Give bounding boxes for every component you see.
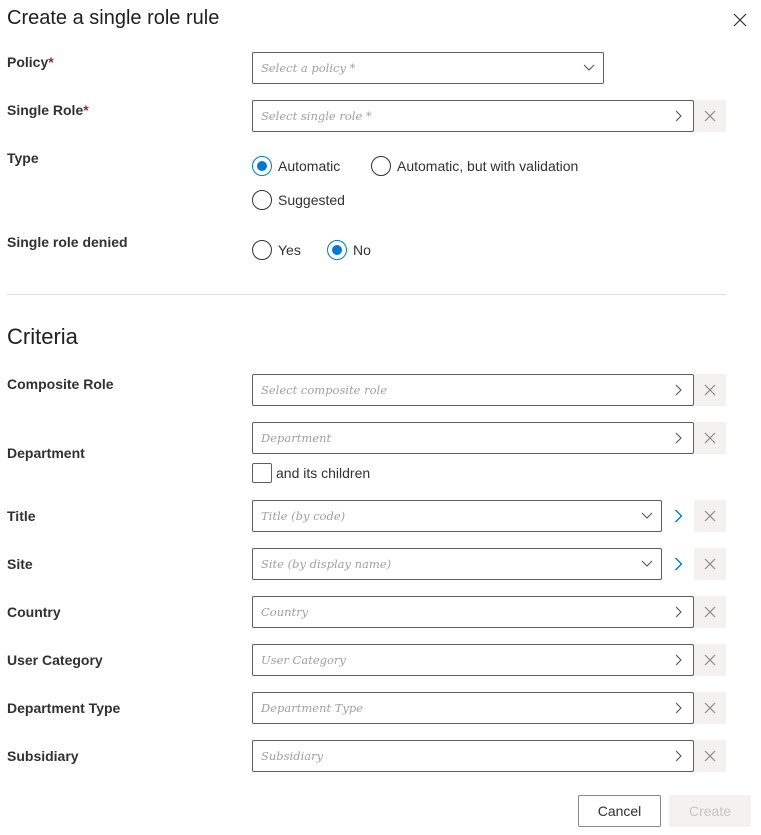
clear-composite-role-button[interactable]: [694, 374, 726, 406]
denied-radio-no[interactable]: [327, 240, 371, 260]
composite-role-placeholder: Select composite role: [261, 383, 388, 397]
site-dropdown[interactable]: [252, 548, 662, 580]
clear-subsidiary-button[interactable]: [694, 740, 726, 772]
radio-label: Yes: [278, 242, 301, 258]
department-placeholder: Department: [261, 431, 332, 445]
single-role-denied-label: Single role denied: [7, 234, 128, 250]
single-role-placeholder: Select single role *: [261, 109, 372, 123]
create-button[interactable]: Create: [669, 795, 751, 827]
user-category-picker[interactable]: [252, 644, 694, 676]
user-category-placeholder: User Category: [261, 653, 346, 667]
clear-department-button[interactable]: [694, 422, 726, 454]
site-browse-button[interactable]: [662, 548, 694, 580]
clear-site-button[interactable]: [694, 548, 726, 580]
checkbox-label: and its children: [276, 465, 371, 481]
close-icon: [704, 384, 716, 396]
title-dropdown[interactable]: [252, 500, 662, 532]
subsidiary-placeholder: Subsidiary: [261, 749, 324, 763]
clear-single-role-button[interactable]: [694, 100, 726, 132]
radio-indicator: [252, 190, 272, 210]
radio-label: Automatic, but with validation: [397, 158, 579, 174]
composite-role-label: Composite Role: [7, 376, 114, 392]
chevron-down-icon: [633, 549, 661, 579]
chevron-right-icon: [665, 101, 693, 131]
chevron-right-icon: [665, 693, 693, 723]
clear-country-button[interactable]: [694, 596, 726, 628]
chevron-right-icon: [674, 509, 683, 523]
section-divider: [7, 294, 726, 295]
close-icon: [704, 432, 716, 444]
user-category-label: User Category: [7, 652, 103, 668]
department-type-label: Department Type: [7, 700, 121, 716]
site-label: Site: [7, 556, 33, 572]
clear-user-category-button[interactable]: [694, 644, 726, 676]
close-icon: [704, 702, 716, 714]
type-label: Type: [7, 150, 39, 166]
composite-role-picker[interactable]: [252, 374, 694, 406]
chevron-down-icon: [633, 501, 661, 531]
chevron-right-icon: [674, 557, 683, 571]
subsidiary-picker[interactable]: [252, 740, 694, 772]
cancel-button[interactable]: Cancel: [578, 795, 661, 827]
single-role-picker[interactable]: [252, 100, 694, 132]
close-icon: [704, 110, 716, 122]
chevron-right-icon: [665, 645, 693, 675]
close-button[interactable]: [729, 9, 751, 31]
radio-indicator: [371, 156, 391, 176]
title-label: Title: [7, 508, 36, 524]
chevron-right-icon: [665, 423, 693, 453]
radio-indicator: [327, 240, 347, 260]
title-browse-button[interactable]: [662, 500, 694, 532]
type-radio-automatic-with-validation[interactable]: [371, 156, 578, 176]
radio-label: Automatic: [278, 158, 341, 174]
type-radio-automatic[interactable]: [252, 156, 340, 176]
single-role-label: Single Role*: [7, 102, 89, 118]
department-type-picker[interactable]: [252, 692, 694, 724]
subsidiary-label: Subsidiary: [7, 748, 79, 764]
close-icon: [704, 510, 716, 522]
site-placeholder: Site (by display name): [261, 557, 392, 571]
department-picker[interactable]: [252, 422, 694, 454]
country-label: Country: [7, 604, 61, 620]
department-label: Department: [7, 445, 85, 461]
close-icon: [704, 750, 716, 762]
required-marker: *: [48, 54, 54, 70]
chevron-down-icon: [575, 53, 603, 83]
radio-indicator: [252, 240, 272, 260]
type-radio-suggested[interactable]: [252, 190, 345, 210]
country-placeholder: Country: [261, 605, 309, 619]
criteria-heading: Criteria: [7, 324, 78, 349]
dialog-title: Create a single role rule: [7, 7, 220, 29]
clear-department-type-button[interactable]: [694, 692, 726, 724]
radio-label: No: [353, 242, 371, 258]
clear-title-button[interactable]: [694, 500, 726, 532]
chevron-right-icon: [665, 375, 693, 405]
title-placeholder: Title (by code): [261, 509, 346, 523]
policy-label: Policy*: [7, 54, 54, 70]
required-marker: *: [83, 102, 89, 118]
chevron-right-icon: [665, 741, 693, 771]
close-icon: [704, 654, 716, 666]
radio-label: Suggested: [278, 192, 345, 208]
policy-placeholder: Select a policy *: [261, 61, 356, 75]
checkbox-box: [252, 463, 272, 483]
close-icon: [733, 13, 747, 27]
department-children-checkbox[interactable]: [252, 463, 370, 483]
department-type-placeholder: Department Type: [261, 701, 364, 715]
close-icon: [704, 558, 716, 570]
denied-radio-yes[interactable]: [252, 240, 301, 260]
country-picker[interactable]: [252, 596, 694, 628]
radio-indicator: [252, 156, 272, 176]
close-icon: [704, 606, 716, 618]
policy-dropdown[interactable]: [252, 52, 604, 84]
chevron-right-icon: [665, 597, 693, 627]
